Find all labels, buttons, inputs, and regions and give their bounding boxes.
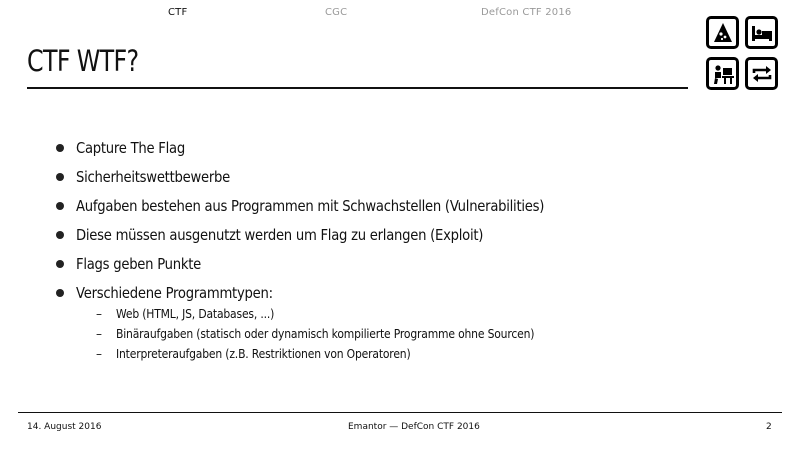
logo-tile-eat [706, 16, 739, 49]
dash-marker: – [96, 347, 102, 361]
list-item: Capture The Flag [56, 133, 756, 162]
bullet-dot [56, 260, 64, 268]
list-item: Aufgaben bestehen aus Programmen mit Schwachstellen (Vulnerabilities) [56, 191, 756, 220]
logo-tile-repeat [745, 57, 778, 90]
eat-sleep-hack-repeat-logo [706, 16, 780, 92]
sub-list-item: – Binäraufgaben (statisch oder dynamisch kompilierte Programme ohne Sourcen) [96, 327, 535, 341]
footer-divider [18, 412, 782, 413]
list-item: Flags geben Punkte [56, 249, 756, 278]
logo-tile-sleep [745, 16, 778, 49]
dash-marker: – [96, 307, 102, 321]
list-item: Diese müssen ausgenutzt werden um Flag zu erlangen (Exploit) [56, 220, 756, 249]
slide-content [56, 133, 756, 364]
sub-list [96, 304, 756, 364]
bullet-dot [56, 231, 64, 239]
sub-list-item: – Interpreteraufgaben (z.B. Restriktionen von Operatoren) [96, 347, 411, 361]
nav-item-ctf[interactable]: CTF [168, 7, 188, 18]
title-divider [27, 87, 688, 89]
nav-item-defcon-ctf[interactable]: DefCon CTF 2016 [481, 7, 572, 18]
nav-item-cgc[interactable]: CGC [325, 7, 348, 18]
bullet-dot [56, 289, 64, 297]
bullet-dot [56, 173, 64, 181]
page-number: 2 [766, 422, 772, 432]
hacker-desk-icon [711, 62, 735, 86]
list-item: Sicherheitswettbewerbe [56, 162, 756, 191]
slide-title: CTF WTF? [27, 44, 139, 78]
pizza-icon [711, 21, 735, 45]
repeat-icon [750, 62, 774, 86]
dash-marker: – [96, 327, 102, 341]
footer-date: 14. August 2016 [27, 422, 102, 432]
sub-list-item: – Web (HTML, JS, Databases, ...) [96, 307, 274, 321]
top-navigation [0, 7, 700, 21]
bullet-dot [56, 144, 64, 152]
bullet-dot [56, 202, 64, 210]
list-item: Verschiedene Programmtypen: [56, 278, 756, 307]
bed-icon [750, 21, 774, 45]
footer-author-event: Emantor — DefCon CTF 2016 [348, 422, 480, 432]
logo-tile-hack [706, 57, 739, 90]
